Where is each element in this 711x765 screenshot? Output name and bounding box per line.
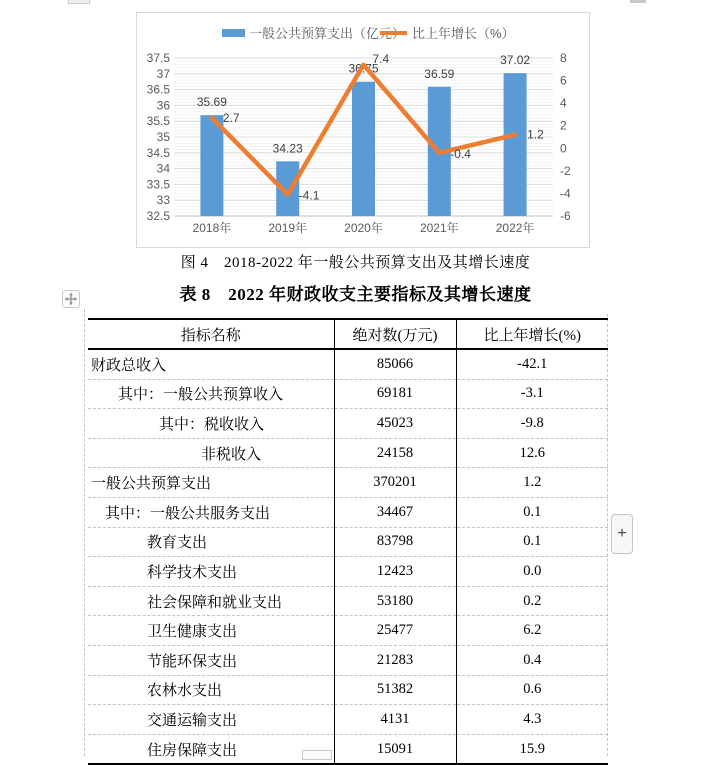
indicator-name-cell: 节能环保支出 <box>88 645 334 675</box>
bar-data-label: 34.23 <box>272 141 303 156</box>
x-axis-label: 2019年 <box>268 221 308 235</box>
table-move-handle[interactable] <box>62 290 80 308</box>
table-row <box>88 586 608 616</box>
line-data-label: 7.4 <box>372 51 390 66</box>
table-row <box>88 409 608 439</box>
right-axis-tick: -6 <box>560 209 571 223</box>
left-axis-tick: 33 <box>156 193 170 208</box>
absolute-value-cell: 45023 <box>334 409 456 439</box>
figure-caption: 图 4 2018-2022 年一般公共预算支出及其增长速度 <box>180 255 531 271</box>
bar <box>200 115 223 216</box>
growth-value-cell: 12.6 <box>456 438 608 468</box>
right-axis-tick: -2 <box>560 163 571 178</box>
indicator-name-cell: 非税收入 <box>88 438 334 468</box>
growth-value-cell: 0.0 <box>456 557 608 587</box>
left-axis-tick: 34 <box>156 161 170 176</box>
plus-icon: + <box>617 525 627 542</box>
x-axis-label: 2021年 <box>419 221 459 235</box>
move-arrows-icon <box>64 292 78 306</box>
indicator-name-cell: 教育支出 <box>88 527 334 557</box>
indicator-name-cell: 其中：一般公共预算收入 <box>88 379 334 409</box>
absolute-value-cell: 85066 <box>334 349 456 379</box>
bar <box>504 73 527 216</box>
indicator-name-cell: 卫生健康支出 <box>88 616 334 646</box>
col-header-absolute: 绝对数(万元) <box>334 319 456 349</box>
growth-value-cell: 0.4 <box>456 645 608 675</box>
absolute-value-cell: 34467 <box>334 497 456 527</box>
left-axis-tick: 37.5 <box>146 51 170 65</box>
x-axis-label: 2018年 <box>192 221 232 235</box>
left-axis-tick: 35.5 <box>146 114 170 129</box>
table-row <box>88 705 608 735</box>
line-data-label: 2.7 <box>222 110 240 125</box>
line-data-label: -0.4 <box>450 146 471 161</box>
indicator-name-cell: 社会保障和就业支出 <box>88 586 334 616</box>
growth-value-cell: 1.2 <box>456 468 608 498</box>
table-insert-handle[interactable] <box>611 514 633 554</box>
bar <box>352 82 375 216</box>
combo-chart-canvas <box>137 13 589 247</box>
growth-value-cell: -42.1 <box>456 349 608 379</box>
col-header-indicator: 指标名称 <box>88 319 334 349</box>
growth-value-cell: 0.6 <box>456 675 608 705</box>
table-left-gridline <box>84 309 85 756</box>
growth-value-cell: 0.1 <box>456 527 608 557</box>
left-axis-tick: 34.5 <box>146 145 170 160</box>
indicator-name-cell: 一般公共预算支出 <box>88 468 334 498</box>
cropped-element-top-right <box>630 0 646 3</box>
table-row <box>88 349 608 379</box>
table-row <box>88 616 608 646</box>
absolute-value-cell: 51382 <box>334 675 456 705</box>
absolute-value-cell: 370201 <box>334 468 456 498</box>
legend-bar-swatch <box>222 29 245 37</box>
table-title: 表 8 2022 年财政收支主要指标及其增长速度 <box>179 285 532 304</box>
bar-data-label: 37.02 <box>500 53 531 68</box>
legend-bar-label: 一般公共预算支出（亿元） <box>249 26 406 41</box>
table-row <box>88 438 608 468</box>
left-axis-tick: 36.5 <box>146 82 170 97</box>
growth-value-cell: -3.1 <box>456 379 608 409</box>
left-axis-tick: 35 <box>156 130 170 144</box>
left-axis-tick: 37 <box>156 66 170 81</box>
line-data-label: 1.2 <box>527 127 544 142</box>
absolute-value-cell: 25477 <box>334 616 456 646</box>
bar-data-label: 36.59 <box>424 66 455 81</box>
absolute-value-cell: 24158 <box>334 438 456 468</box>
absolute-value-cell: 21283 <box>334 645 456 675</box>
indicator-name-cell: 科学技术支出 <box>88 557 334 587</box>
right-axis-tick: 6 <box>560 73 567 88</box>
right-axis-tick: 2 <box>560 118 567 133</box>
absolute-value-cell: 53180 <box>334 586 456 616</box>
table8-container <box>88 318 608 765</box>
growth-value-cell: 15.9 <box>456 734 608 764</box>
absolute-value-cell: 12423 <box>334 557 456 587</box>
left-axis-tick: 32.5 <box>146 209 170 223</box>
absolute-value-cell: 69181 <box>334 379 456 409</box>
absolute-value-cell: 15091 <box>334 734 456 764</box>
indicator-name-cell: 住房保障支出 <box>88 734 334 764</box>
growth-value-cell: 0.2 <box>456 586 608 616</box>
growth-value-cell: 4.3 <box>456 705 608 735</box>
table-row <box>88 645 608 675</box>
growth-value-cell: 6.2 <box>456 616 608 646</box>
absolute-value-cell: 83798 <box>334 527 456 557</box>
table-row <box>88 379 608 409</box>
left-axis-tick: 36 <box>156 98 170 113</box>
indicator-name-cell: 财政总收入 <box>91 357 167 374</box>
x-axis-label: 2022年 <box>495 221 535 235</box>
table-row <box>88 527 608 557</box>
growth-value-cell: -9.8 <box>456 409 608 439</box>
indicator-name-cell: 交通运输支出 <box>88 705 334 735</box>
table-row <box>88 468 608 498</box>
absolute-value-cell: 4131 <box>334 705 456 735</box>
indicator-name-cell: 其中：一般公共服务支出 <box>88 497 334 527</box>
x-axis-label: 2020年 <box>344 221 383 235</box>
right-axis-tick: 4 <box>560 96 567 111</box>
table-header-row <box>88 319 608 349</box>
legend-line-label: 比上年增长（%） <box>412 26 515 41</box>
table-row <box>88 557 608 587</box>
table-row <box>88 497 608 527</box>
cropped-handle-top-left <box>68 0 90 4</box>
indicator-name-cell: 农林水支出 <box>88 675 334 705</box>
left-axis-tick: 33.5 <box>146 177 170 192</box>
col-header-growth: 比上年增长(%) <box>456 319 608 349</box>
bar-data-label: 35.69 <box>196 95 227 110</box>
bar-data-label: 36.75 <box>348 61 379 76</box>
right-axis-tick: 0 <box>560 141 567 156</box>
fiscal-indicators-table <box>88 318 608 765</box>
table-row <box>88 675 608 705</box>
right-axis-tick: -4 <box>560 186 571 201</box>
figure4-chart <box>136 12 590 248</box>
right-axis-tick: 8 <box>560 51 567 65</box>
table-row <box>88 734 608 764</box>
growth-value-cell: 0.1 <box>456 497 608 527</box>
line-data-label: -4.1 <box>298 188 320 203</box>
indicator-name-cell: 其中：税收收入 <box>88 409 334 439</box>
